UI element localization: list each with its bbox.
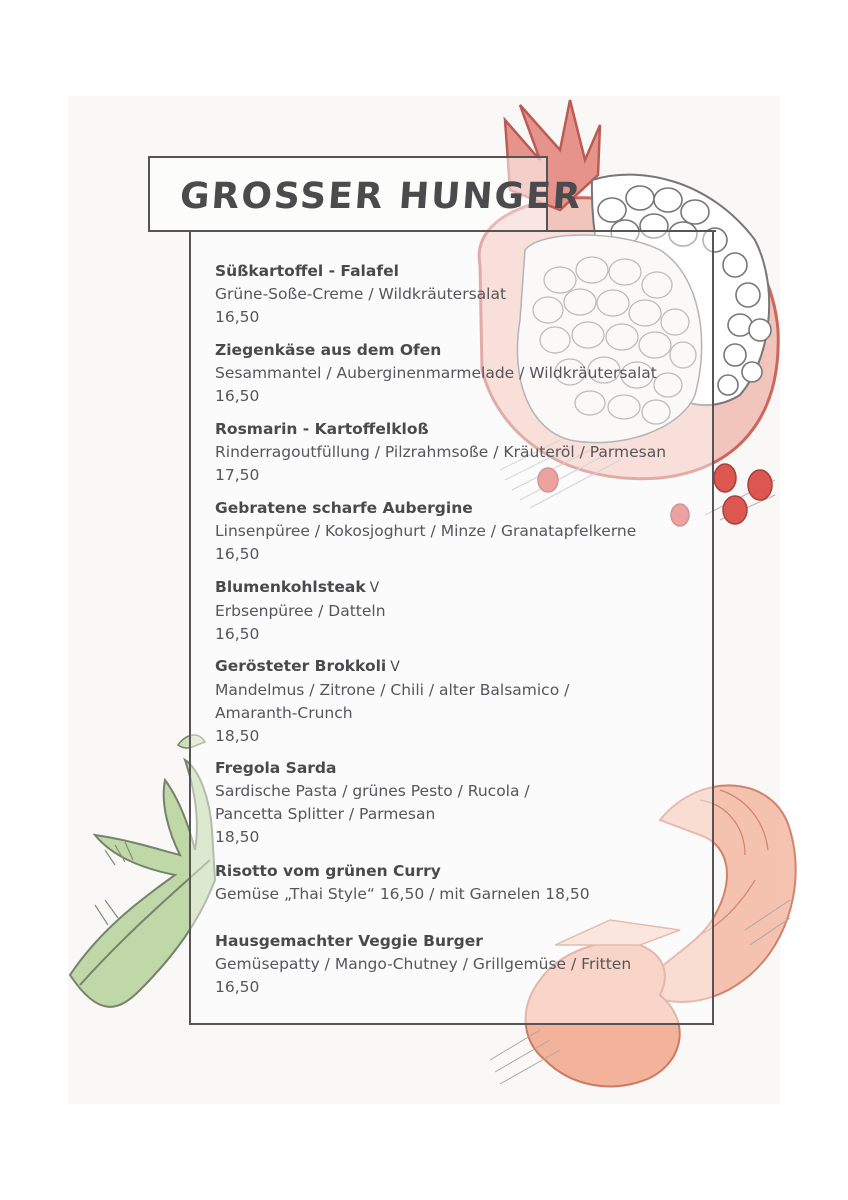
menu-item (215, 576, 386, 646)
item-price: 16,50 (215, 545, 260, 563)
menu-item (215, 757, 530, 849)
item-price: 18,50 (215, 727, 260, 745)
item-name: Fregola Sarda (215, 759, 337, 777)
menu-item (215, 497, 636, 566)
item-description: Linsenpüree / Kokosjoghurt / Minze / Granatapfelkerne (215, 522, 637, 540)
item-name-row (215, 655, 569, 679)
item-price: 17,50 (215, 466, 260, 484)
item-description: Sardische Pasta / grünes Pesto / Rucola / (215, 782, 530, 800)
item-description: Grüne-Soße-Creme / Wildkräutersalat (215, 285, 507, 303)
item-name: Ziegenkäse aus dem Ofen (215, 341, 442, 359)
item-name: Süßkartoffel - Falafel (215, 262, 399, 280)
item-description: Gemüse „Thai Style“ 16,50 / mit Garnelen 18,50 (215, 885, 590, 903)
item-name: Gebratene scharfe Aubergine (215, 499, 473, 517)
vegan-icon: V (390, 659, 400, 675)
menu-item (215, 339, 657, 408)
item-description: Erbsenpüree / Datteln (215, 602, 386, 620)
item-price: 18,50 (215, 828, 260, 846)
item-name-row (215, 576, 386, 600)
item-description: Mandelmus / Zitrone / Chili / alter Balsamico / (215, 681, 570, 699)
item-name: Hausgemachter Veggie Burger (215, 932, 483, 950)
item-name: Risotto vom grünen Curry (215, 862, 441, 880)
item-name: Gerösteter Brokkoli (215, 657, 387, 675)
menu-item (215, 655, 569, 748)
menu-item (215, 930, 631, 999)
item-description: Gemüsepatty / Mango-Chutney / Grillgemüse / Fritten (215, 955, 632, 973)
item-price: 16,50 (215, 625, 260, 643)
item-price: 16,50 (215, 978, 260, 996)
item-name: Blumenkohlsteak (215, 578, 366, 596)
menu-item (215, 860, 590, 906)
item-price: 16,50 (215, 387, 260, 405)
menu-list (189, 232, 714, 1025)
item-description-line2: Pancetta Splitter / Parmesan (215, 805, 436, 823)
title-box (148, 156, 584, 232)
menu-item (215, 260, 506, 329)
item-price: 16,50 (215, 308, 260, 326)
item-name: Rosmarin - Kartoffelkloß (215, 420, 429, 438)
menu-title: GROSSER HUNGER (178, 176, 584, 217)
menu-item (215, 418, 666, 487)
item-description: Rinderragoutfüllung / Pilzrahmsoße / Kräuteröl / Parmesan (215, 443, 667, 461)
vegan-icon: V (369, 580, 380, 596)
item-description: Sesammantel / Auberginenmarmelade / Wildkräutersalat (215, 364, 657, 382)
item-description-line2: Amaranth-Crunch (215, 704, 353, 722)
